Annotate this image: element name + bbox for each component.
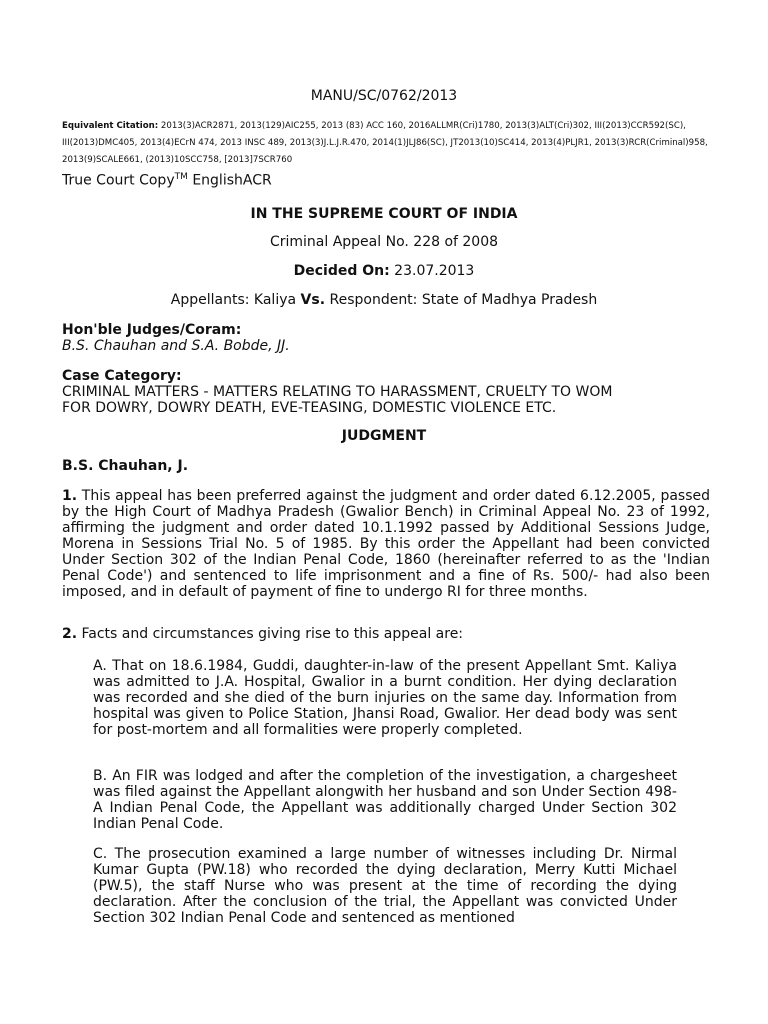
sub-paragraph-c: C. The prosecution examined a large number of witnesses including Dr. Nirmal Kumar Gupta (PW.18) who recorded the dying declaration, Merry Kutti Michael (PW.5), the staff Nurse who was present at the time of recording the dying declaration. After the conclusion of the trial, the Appellant was convicted Under Section 302 Indian Penal Code and sentenced as mentioned	[93, 846, 677, 926]
true-court-copy-text: True Court Copy	[62, 172, 175, 189]
case-category-section	[62, 368, 710, 416]
decided-on-label: Decided On:	[293, 263, 390, 279]
equivalent-citation-label: Equivalent Citation:	[62, 121, 159, 131]
respondent-text: Respondent: State of Madhya Pradesh	[325, 292, 598, 308]
appeal-number: Criminal Appeal No. 228 of 2008	[269, 234, 499, 250]
paragraph-2-number: 2.	[62, 626, 78, 642]
paragraph-1-number: 1.	[62, 488, 78, 504]
paragraph-2	[62, 626, 710, 642]
appellants-text: Appellants: Kaliya	[170, 292, 301, 308]
coram-section	[62, 322, 710, 354]
judgment-heading: JUDGMENT	[341, 428, 427, 444]
sub-paragraph-b: B. An FIR was lodged and after the completion of the investigation, a chargesheet was filed against the Appellant alongwith her husband and son Under Section 498-A Indian Penal Code, the Appellant was additionally charged Under Section 302 Indian Penal Code.	[93, 768, 677, 832]
case-category-line-1: CRIMINAL MATTERS - MATTERS RELATING TO HARASSMENT, CRUELTY TO WOM	[62, 384, 613, 400]
versus-text: Vs.	[300, 292, 326, 308]
paragraph-2-text: Facts and circumstances giving rise to this appeal are:	[77, 626, 464, 642]
court-name: IN THE SUPREME COURT OF INDIA	[250, 206, 518, 222]
equivalent-citations	[62, 118, 708, 169]
coram-heading: Hon'ble Judges/Coram:	[62, 322, 242, 338]
case-category-line-2: FOR DOWRY, DOWRY DEATH, EVE-TEASING, DOMESTIC VIOLENCE ETC.	[62, 400, 557, 416]
paragraph-1	[62, 488, 710, 600]
coram-judges: B.S. Chauhan and S.A. Bobde, JJ.	[62, 338, 290, 354]
trademark-mark: TM	[174, 172, 188, 182]
english-acr-text: EnglishACR	[187, 172, 272, 189]
parties-line	[0, 292, 768, 308]
case-category-heading: Case Category:	[62, 368, 182, 384]
judgment-author: B.S. Chauhan, J.	[62, 458, 189, 474]
true-court-copy-line	[62, 172, 272, 189]
equivalent-citation-text: 2013(3)ACR2871, 2013(129)AIC255, 2013 (83) ACC 160, 2016ALLMR(Cri)1780, 2013(3)ALT(Cri)302, III(2013)CCR592(SC), III(2013)DMC405, 2013(4)ECrN 474, 2013 INSC 489, 2013(3)J.L.J.R.470, 2014(1)JLJ86(SC), JT2013(10)SC414, 2013(4)PLJR1, 2013(3)RCR(Criminal)958, 2013(9)SCALE661, (2013)10SCC758, [2013]7SCR760	[62, 121, 708, 165]
manu-citation: MANU/SC/0762/2013	[310, 88, 458, 104]
decided-on-date: 23.07.2013	[389, 263, 475, 279]
decided-on	[0, 263, 768, 279]
sub-paragraph-a: A. That on 18.6.1984, Guddi, daughter-in-law of the present Appellant Smt. Kaliya was admitted to J.A. Hospital, Gwalior in a burnt condition. Her dying declaration was recorded and she died of the burn injuries on the same day. Information from hospital was given to Police Station, Jhansi Road, Gwalior. Her dead body was sent for post-mortem and all formalities were properly completed.	[93, 658, 677, 738]
paragraph-1-text: This appeal has been preferred against the judgment and order dated 6.12.2005, passed by the High Court of Madhya Pradesh (Gwalior Bench) in Criminal Appeal No. 23 of 1992, affirming the judgment and order dated 10.1.1992 passed by Additional Sessions Judge, Morena in Sessions Trial No. 5 of 1985. By this order the Appellant had been convicted Under Section 302 of the Indian Penal Code, 1860 (hereinafter referred to as the 'Indian Penal Code') and sentenced to life imprisonment and a fine of Rs. 500/- had also been imposed, and in default of payment of fine to undergo RI for three months.	[62, 488, 710, 600]
